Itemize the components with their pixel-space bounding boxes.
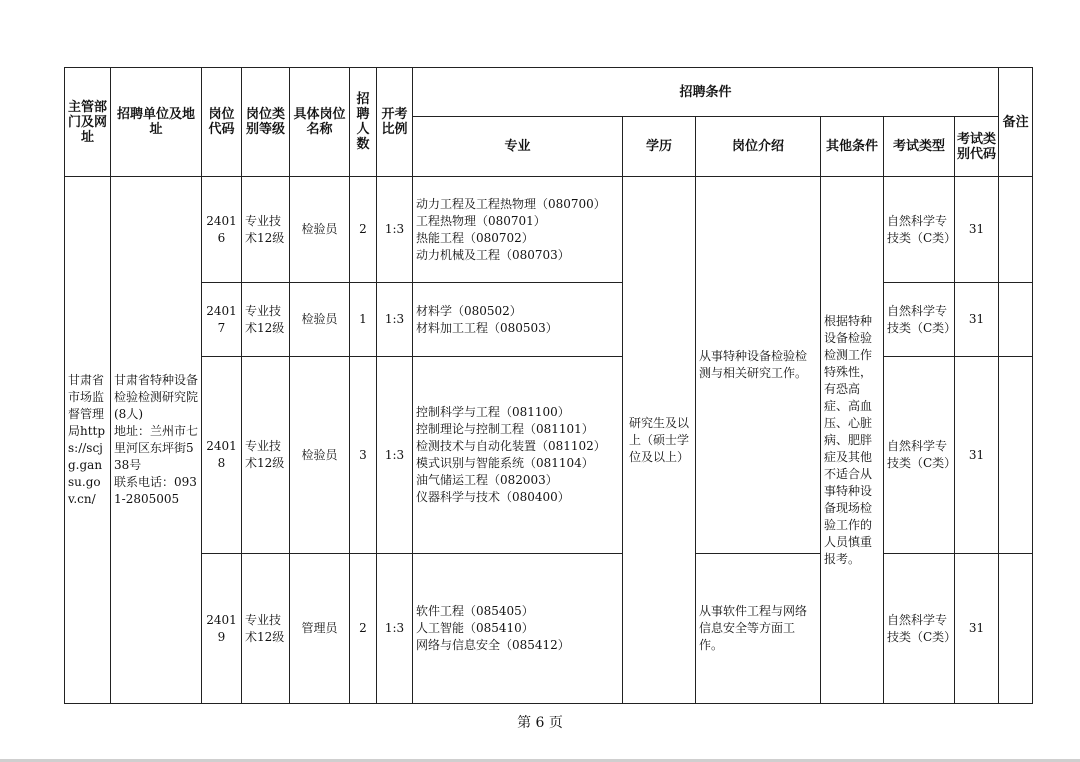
major-cell: 控制科学与工程（081100） 控制理论与控制工程（081101） 检测技术与自动化装置（081102） 模式识别与智能系统（081104） 油气储运工程（082003） 仪器科学与技术（080400） — [413, 357, 623, 554]
table-row — [65, 357, 1033, 554]
header-count: 招聘人数 — [350, 68, 377, 177]
note-cell — [999, 283, 1033, 357]
header-row-1 — [65, 68, 1033, 117]
grade-cell: 专业技术12级 — [242, 177, 290, 283]
header-note: 备注 — [999, 68, 1033, 177]
exam-code-cell: 31 — [955, 283, 999, 357]
header-exam-code: 考试类别代码 — [955, 117, 999, 177]
grade-cell: 专业技术12级 — [242, 357, 290, 554]
ratio-cell: 1:3 — [377, 554, 413, 704]
header-dept: 主管部门及网址 — [65, 68, 111, 177]
code-cell: 24019 — [202, 554, 242, 704]
header-ratio: 开考比例 — [377, 68, 413, 177]
title-cell: 检验员 — [290, 177, 350, 283]
major-cell: 动力工程及工程热物理（080700） 工程热物理（080701） 热能工程（080702） 动力机械及工程（080703） — [413, 177, 623, 283]
unit-cell: 甘肃省特种设备检验检测研究院 (8人) 地址：兰州市七里河区东坪街538号 联系电话：0931-2805005 — [111, 177, 202, 704]
note-cell — [999, 357, 1033, 554]
major-cell: 材料学（080502） 材料加工工程（080503） — [413, 283, 623, 357]
header-code: 岗位代码 — [202, 68, 242, 177]
exam-type-cell: 自然科学专技类（C类） — [884, 177, 955, 283]
header-major: 专业 — [413, 117, 623, 177]
table-row — [65, 177, 1033, 283]
exam-type-cell: 自然科学专技类（C类） — [884, 357, 955, 554]
count-cell: 2 — [350, 554, 377, 704]
count-cell: 1 — [350, 283, 377, 357]
header-exam-type: 考试类型 — [884, 117, 955, 177]
grade-cell: 专业技术12级 — [242, 283, 290, 357]
other-conditions-cell: 根据特种设备检验检测工作特殊性，有恐高症、高血压、心脏病、肥胖症及其他不适合从事特种设备现场检验工作的人员慎重报考。 — [821, 177, 884, 704]
dept-cell: 甘肃省市场监督管理局https://scjg.gansu.gov.cn/ — [65, 177, 111, 704]
code-cell: 24017 — [202, 283, 242, 357]
ratio-cell: 1:3 — [377, 357, 413, 554]
note-cell — [999, 177, 1033, 283]
exam-code-cell: 31 — [955, 357, 999, 554]
page-number: 第 6 页 — [517, 715, 563, 731]
code-cell: 24018 — [202, 357, 242, 554]
exam-code-cell: 31 — [955, 554, 999, 704]
exam-type-cell: 自然科学专技类（C类） — [884, 554, 955, 704]
count-cell: 3 — [350, 357, 377, 554]
count-cell: 2 — [350, 177, 377, 283]
table-row — [65, 283, 1033, 357]
header-grade: 岗位类别等级 — [242, 68, 290, 177]
header-other: 其他条件 — [821, 117, 884, 177]
header-unit: 招聘单位及地址 — [111, 68, 202, 177]
header-education: 学历 — [623, 117, 696, 177]
grade-cell: 专业技术12级 — [242, 554, 290, 704]
table-row — [65, 554, 1033, 704]
ratio-cell: 1:3 — [377, 177, 413, 283]
code-cell: 24016 — [202, 177, 242, 283]
ratio-cell: 1:3 — [377, 283, 413, 357]
note-cell — [999, 554, 1033, 704]
education-cell: 研究生及以上（硕士学位及以上） — [623, 177, 696, 704]
header-duty: 岗位介绍 — [696, 117, 821, 177]
title-cell: 检验员 — [290, 357, 350, 554]
header-title: 具体岗位名称 — [290, 68, 350, 177]
title-cell: 检验员 — [290, 283, 350, 357]
duty-cell: 从事特种设备检验检测与相关研究工作。 — [696, 177, 821, 554]
header-conditions: 招聘条件 — [413, 68, 999, 117]
title-cell: 管理员 — [290, 554, 350, 704]
exam-code-cell: 31 — [955, 177, 999, 283]
exam-type-cell: 自然科学专技类（C类） — [884, 283, 955, 357]
major-cell: 软件工程（085405） 人工智能（085410） 网络与信息安全（085412） — [413, 554, 623, 704]
duty-cell: 从事软件工程与网络信息安全等方面工作。 — [696, 554, 821, 704]
recruitment-table — [64, 67, 1033, 704]
